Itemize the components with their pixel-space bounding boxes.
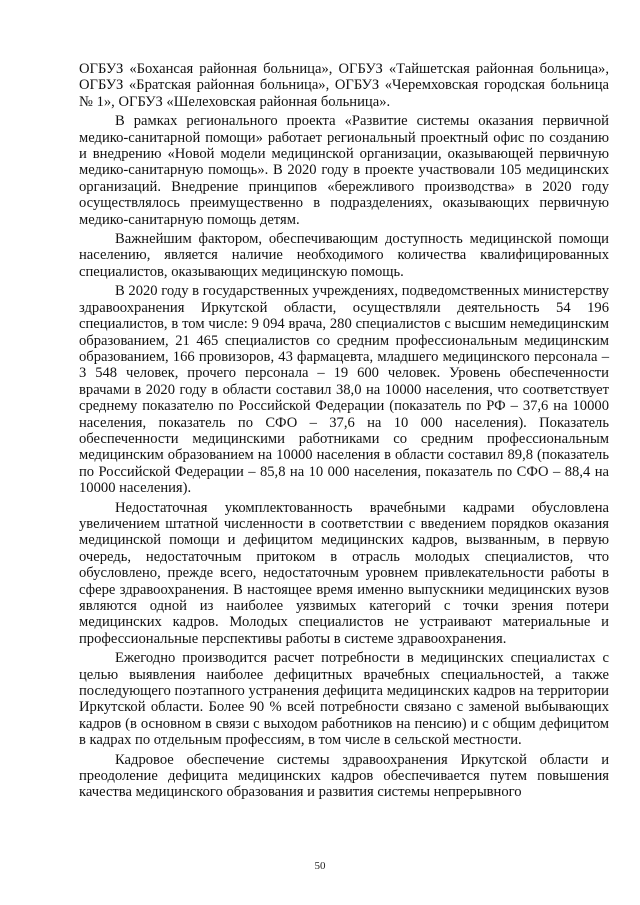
paragraph-staffing-provision: Кадровое обеспечение системы здравоохранения Иркутской области и преодоление дефицита медицинских кадров обеспечивается путем повышения качества медицинского образования и развития системы непрерывного xyxy=(79,751,609,801)
paragraph-regional-project: В рамках регионального проекта «Развитие системы оказания первичной медико-санитарной помощи» работает региональный проектный офис по созданию и внедрению «Новой модели медицинской организации, оказывающей первичную медико-санитарную помощь». В 2020 году в проекте участвовали 105 медицинских организаций. Внедрение принципов «бережливого производства» в 2020 году осуществлялось преимущественно в подразделениях, оказывающих первичную медико-санитарную помощь детям. xyxy=(79,113,609,228)
paragraph-availability-factor: Важнейшим фактором, обеспечивающим доступность медицинской помощи населению, является наличие необходимого количества квалифицированных специалистов, оказывающих медицинскую помощь. xyxy=(79,231,609,280)
paragraph-staff-shortage: Недостаточная укомплектованность врачебными кадрами обусловлена увеличением штатной численности в соответствии с введением порядков оказания медицинской помощи и дефицитом медицинских кадров, вызванным, в первую очередь, недостаточным притоком в отрасль молодых специалистов, что обусловлено, прежде всего, недостаточным уровнем привлекательности работы в сфере здравоохранения. В настоящее время именно выпускники медицинских вузов являются одной из наиболее уязвимых категорий с точки зрения потери медицинских кадров. Молодых специалистов не устраивают материальные и профессиональные перспективы работы в системе здравоохранения. xyxy=(79,499,609,647)
paragraph-hospitals-list: ОГБУЗ «Бохансая районная больница», ОГБУЗ «Тайшетская районная больница», ОГБУЗ «Братская районная больница», ОГБУЗ «Черемховская городская больница № 1», ОГБУЗ «Шелеховская районная больница». xyxy=(79,61,609,110)
paragraph-annual-calculation: Ежегодно производится расчет потребности в медицинских специалистах с целью выявления наиболее дефицитных врачебных специальностей, а также последующего поэтапного устранения дефицита медицинских кадров на территории Иркутской области. Более 90 % всей потребности связано с заменой выбывающих кадров (в основном в связи с выходом работников на пенсию) и с общим дефицитом в кадрах по отдельным профессиям, в том числе в сельской местности. xyxy=(79,650,609,749)
page-number: 50 xyxy=(314,860,326,872)
body-text xyxy=(79,61,609,804)
paragraph-staff-statistics: В 2020 году в государственных учреждениях, подведомственных министерству здравоохранения Иркутской области, осуществляли деятельность 54 196 специалистов, в том числе: 9 094 врача, 280 специалистов с высшим немедицинским образованием, 21 465 специалистов со средним профессиональным медицинским образованием, 166 провизоров, 43 фармацевта, младшего медицинского персонала – 3 548 человек, прочего персонала – 19 600 человек. Уровень обеспеченности врачами в 2020 году в области составил 38,0 на 10000 населения, что соответствует среднему показателю по Российской Федерации (показатель по РФ – 37,6 на 10000 населения, показатель по СФО – 37,6 на 10 000 населения). Показатель обеспеченности медицинскими работниками со средним профессиональным медицинским образованием на 10000 населения в области составил 89,8 (показатель по Российской Федерации – 85,8 на 10 000 населения, показатель по СФО – 88,4 на 10000 населения). xyxy=(79,283,609,497)
